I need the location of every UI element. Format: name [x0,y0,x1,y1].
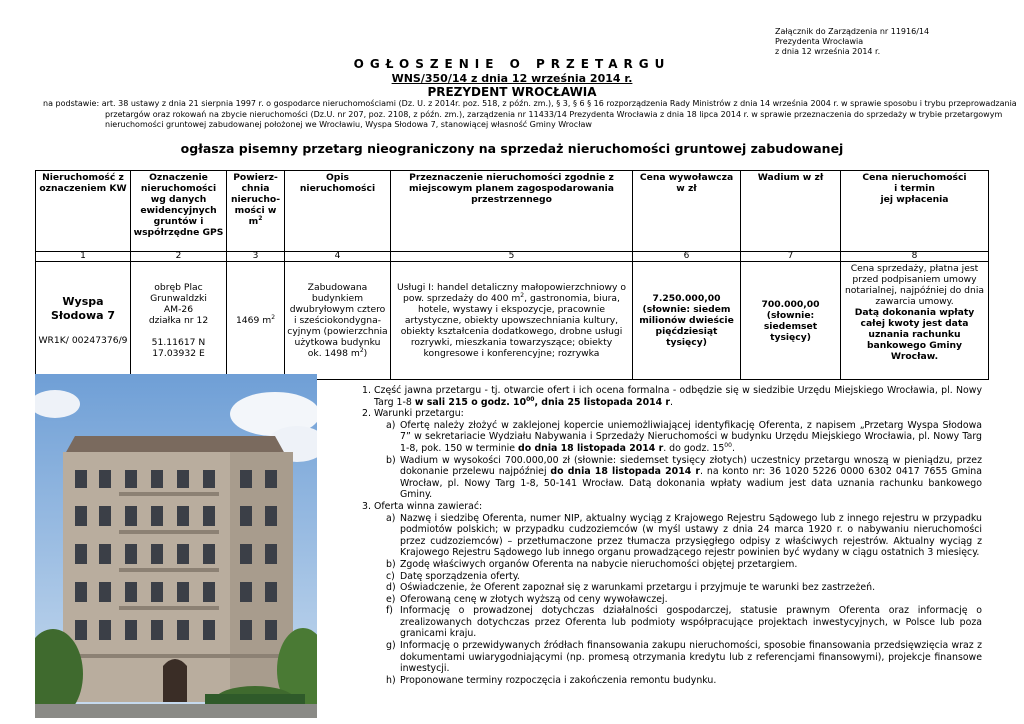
subitem-sup: 00 [724,441,732,449]
subitem-text: Proponowane terminy rozpoczęcia i zakończenia remontu budynku. [400,674,717,686]
subitem-text: Zgodę właściwych organów Oferenta na nabycie nieruchomości objętej przetargiem. [400,558,798,570]
attachment-note [775,27,929,57]
building-photo [35,374,317,718]
cell-purpose [391,262,633,380]
roof [65,436,285,454]
gps-latitude: 51.11617 N [151,337,206,348]
starting-price-value: 7.250.000,00 [652,293,721,304]
entrance-door [163,659,187,702]
subitem-text: Informację o przewidywanych źródłach finansowania zakupu nieruchomości, sposobie finansowania przedsięwzięcia wraz z dokumentami uwiarygodniającymi (np. promesą otrzymania kredytu lub z referencjami finansowymi), projekcje finansowe inwestycji. [400,640,982,675]
payment-rule: Cena sprzedaży, płatna jest przed podpisaniem umowy notarialnej, najpóźniej do dnia zawarcia umowy. [844,263,985,307]
precinct: obręb Plac Grunwaldzki [150,282,207,304]
purpose-text-rest: , gastronomia, biura, hotele, wystawy i ekspozycje, pracownie artystyczne, obiekty upowszechniania kultury, obiekty kształcenia dodatkowego, drobne usługi rozrywki, mieszkania towarzyszące; obiekty kongresowe i konferencyjne; rozrywka [400,293,623,359]
description-text: Zabudowana budynkiem dwubryłowym cztero i sześciokondygna-cyjnym (powierzchnia użytkowa budynku ok. 1498 m [287,282,388,359]
subitem-text: Informację o prowadzonej dotychczas działalności gospodarczej, statusie prawnym Oferenta oraz informację o zrealizowanych dotychczas przez Oferenta lub podmioty współpracujące projektach inwestycyjnych, w Polsce lub poza granicami kraju. [400,605,982,640]
pavement [35,704,317,718]
subitem-letter: c) [386,570,395,582]
header-area-text: Powierz-chnia nierucho-mości w m [230,172,281,227]
deposit-words: (słownie: siedemset tysięcy) [763,309,818,343]
condition-subitem [362,559,982,571]
announcement-number: WNS/350/14 z dnia 12 września 2014 r. [391,72,633,85]
condition-subitem [362,594,982,606]
column-number: 8 [841,252,989,262]
column-number: 7 [741,252,841,262]
subitem-text: Wadium w wysokości 700.000,00 zł (słownie: siedemset tysięcy złotych) uczestnicy przetargu wnoszą w pieniądzu, przez dokonanie przelewu najpóźniej [400,454,982,478]
item-title: Oferta winna zawierać: [374,500,483,512]
area-value: 1469 m [235,315,272,326]
table-row [36,262,989,380]
column-number: 6 [633,252,741,262]
header-designation: Oznaczenie nieruchomości wg danych ewidencyjnych gruntów i współrzędne GPS [131,171,227,252]
item-title: Warunki przetargu: [374,408,464,420]
announcement-title: OGŁOSZENIE O PRZETARGU [353,57,671,71]
subitem-text: Datę sporządzenia oferty. [400,570,520,582]
item-text: . [670,396,674,408]
header-deposit: Wadium w zł [741,171,841,252]
cell-property [36,262,131,380]
property-name: Wyspa Słodowa 7 [50,295,116,322]
column-number: 3 [227,252,285,262]
item-bold: , dnia 25 listopada 2014 r [534,396,671,408]
item-number: 2. [362,408,371,420]
column-number: 4 [285,252,391,262]
legal-basis: na podstawie: art. 38 ustawy z dnia 21 sierpnia 1997 r. o gospodarce nieruchomościami (Dz. U. z 2014r. poz. 518, z późn. zm.), § 3, § 6 § 16 rozporządzenia Rady Ministrów z dnia 14 września 2004 r. w sprawie sposobu i trybu przeprowadzania przetargów oraz rokowań na zbycie nieruchomości (Dz.U. nr 207, poz. 2108, z późn. zm.), zarządzenia nr 11433/14 Prezydenta Wrocławia z dnia 18 lipca 2014 r. w sprawie przeznaczenia do sprzedaży w trybie przetargowym nieruchomości gruntowej zabudowanej położonej we Wrocławiu, Wyspa Słodowa 7, stanowiącej własność Gminy Wrocław [43,99,1017,129]
tender-headline: ogłasza pisemny przetarg nieograniczony na sprzedaż nieruchomości gruntowej zabudowanej [180,141,844,156]
subitem-letter: g) [386,640,396,652]
subitem-letter: b) [386,558,396,570]
cell-designation [131,262,227,380]
condition-subitem [362,571,982,583]
column-number: 5 [391,252,633,262]
header-price-term-line: i termin [894,183,935,194]
purpose-sup: 2 [520,291,525,299]
subitem-letter: h) [386,674,396,686]
fence [205,694,305,704]
header-description: Opis nieruchomości [285,171,391,252]
description-end: ) [363,348,368,359]
header-purpose: Przeznaczenie nieruchomości zgodnie z miejscowym planem zagospodarowania przestrzennego [391,171,633,252]
header-price-term-line: Cena nieruchomości [862,172,967,183]
header-price-term-line: jej wpłacenia [880,194,949,205]
subitem-bold: do dnia 18 listopada 2014 r [518,442,664,454]
header-price-term [841,171,989,252]
condition-subitem [362,675,982,687]
subitem-text: Oświadczenie, że Oferent zapoznał się z warunkami przetargu i przyjmuje te warunki bez zastrzeżeń. [400,582,876,594]
property-table [35,170,989,380]
attachment-line: Załącznik do Zarządzenia nr 11916/14 [775,27,930,36]
condition-subitem [362,513,982,559]
cell-price-term [841,262,989,380]
payment-date-rule: Datą dokonania wpłaty całej kwoty jest data uznania rachunku bankowego Gminy Wrocław. [854,307,975,362]
item-sup: 00 [526,395,535,403]
map-sheet: AM-26 [163,304,194,315]
attachment-line: z dnia 12 września 2014 r. [775,47,881,56]
column-number: 2 [131,252,227,262]
subitem-text: . do godz. 15 [663,442,725,454]
header-property: Nieruchomość z oznaczeniem KW [36,171,131,252]
deposit-value: 700.000,00 [761,298,820,310]
cell-starting-price [633,262,741,380]
condition-subitem [362,605,982,640]
item-number: 1. [362,385,371,396]
condition-subitem [362,455,982,501]
item-text: Część jawna przetargu - tj. otwarcie ofert i ich ocena formalna - odbędzie się w siedzibie Urzędu Miejskiego Wrocławia, pl. Nowy Targ 1-8 [374,385,982,408]
area-unit-sup: 2 [271,313,276,321]
condition-subitem [362,582,982,594]
ground-floor [63,654,293,658]
item-number: 3. [362,500,371,512]
gps-longitude: 17.03932 E [152,348,205,359]
subitem-text: . na konto nr: 36 1020 5226 0000 6302 0417 7655 Gmina Wrocław, pl. Nowy Targ 1-8, 50-141 Wrocław. Datą dokonania wpłaty wadium jest data uznania rachunku bankowego Gminy. [400,466,982,501]
condition-subitem [362,420,982,455]
subitem-letter: a) [386,512,396,524]
building-illustration [35,374,317,718]
header-area-sup: 2 [258,214,263,222]
condition-item [362,385,982,408]
cell-area [227,262,285,380]
condition-item [362,408,982,420]
subitem-text: Nazwę i siedzibę Oferenta, numer NIP, aktualny wyciąg z Krajowego Rejestru Sądowego lub z innego rejestru w przypadku podmiotów polskich; w przypadku cudzoziemców (w myśl ustawy z dnia 24 marca 1920 r. o nabywaniu nieruchomości przez cudzoziemców) – przetłumaczone przez tłumacza przysięgłego odpisy z właściwych rejestrów. Aktualny wyciąg z Krajowego Rejestru Sądowego lub innego organu prowadzącego rejestr powinien być wydany w ciągu ostatnich 3 miesięcy. [400,512,982,559]
subitem-letter: a) [386,419,396,431]
attachment-line: Prezydenta Wrocławia [775,37,864,46]
subitem-letter: e) [386,593,396,605]
subitem-bold: do dnia 18 listopada 2014 r [550,466,701,478]
subitem-text: Oferowaną cenę w złotych wyższą od ceny wywoławczej. [400,593,668,605]
subitem-letter: f) [386,605,393,617]
item-bold: w sali 215 o godz. 10 [414,396,527,408]
description-sup: 2 [359,346,364,354]
cell-description [285,262,391,380]
header-area [227,171,285,252]
cell-deposit [741,262,841,380]
tender-conditions [362,385,982,686]
purpose-text: Usługi I: handel detaliczny małopowierzchniowy o pow. sprzedaży do 400 m [396,282,627,304]
column-number: 1 [36,252,131,262]
subitem-text: . [731,442,735,454]
subitem-letter: b) [386,454,396,466]
header-starting-price: Cena wywoławcza w zł [633,171,741,252]
land-register-number: WR1K/ 00247376/9 [38,335,128,346]
subitem-text: Ofertę należy złożyć w zaklejonej kopercie uniemożliwiającej identyfikację Oferenta, z napisem „Przetarg Wyspa Słodowa 7” w sekretariacie Wydziału Nabywania i Sprzedaży Nieruchomości w budynku Urzędu Miejskiego Wrocławia, pl. Nowy Targ 1-8, pok. 150 w terminie [400,419,982,454]
president-heading: PREZYDENT WROCŁAWIA [427,85,597,99]
condition-subitem [362,640,982,675]
subitem-letter: d) [386,582,396,594]
condition-item [362,501,982,513]
plot-number: działka nr 12 [148,315,209,326]
starting-price-words: (słownie: siedem milionów dwieście pięćdziesiąt tysięcy) [639,304,734,348]
